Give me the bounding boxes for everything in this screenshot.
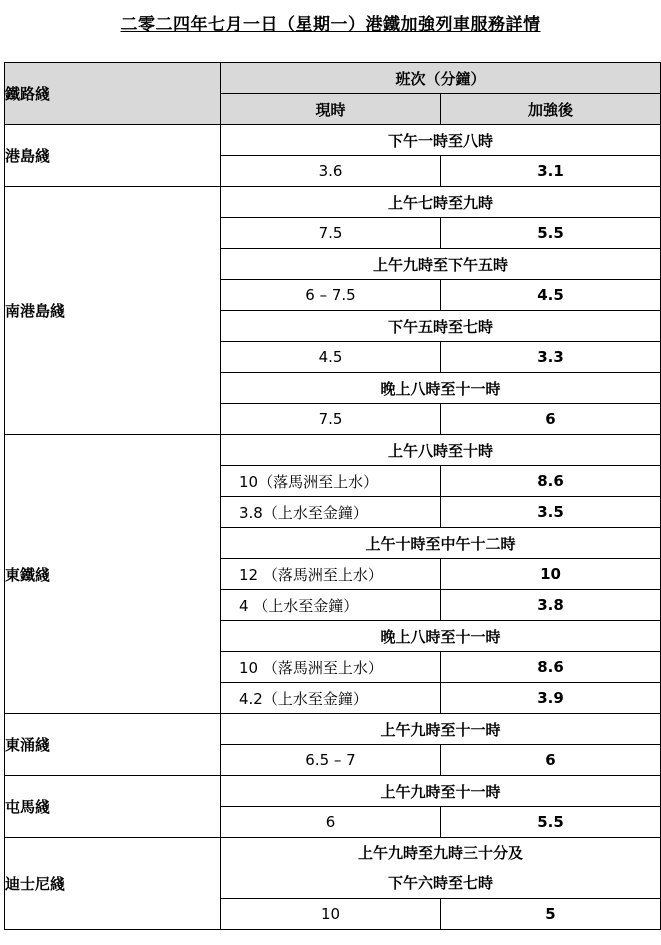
time-period: 上午八時至十時 <box>221 435 661 466</box>
period-row <box>5 838 661 899</box>
current-frequency: 6.5 – 7 <box>221 745 441 776</box>
enhanced-frequency: 3.3 <box>441 342 661 373</box>
enhanced-frequency: 5 <box>441 899 661 930</box>
current-frequency: 4.2（上水至金鐘） <box>221 683 441 714</box>
time-period: 下午五時至七時 <box>221 311 661 342</box>
current-column-header: 現時 <box>221 94 441 125</box>
line-name: 東鐵綫 <box>5 435 221 714</box>
enhanced-frequency: 6 <box>441 745 661 776</box>
time-period: 上午九時至十一時 <box>221 776 661 807</box>
line-name: 屯馬綫 <box>5 776 221 838</box>
current-frequency: 3.6 <box>221 156 441 187</box>
enhanced-frequency: 3.1 <box>441 156 661 187</box>
time-period: 下午一時至八時 <box>221 125 661 156</box>
current-frequency: 10（落馬洲至上水） <box>221 466 441 497</box>
period-row <box>5 125 661 156</box>
enhanced-frequency: 3.8 <box>441 590 661 621</box>
current-frequency: 7.5 <box>221 404 441 435</box>
current-frequency: 4 （上水至金鐘） <box>221 590 441 621</box>
enhanced-frequency: 4.5 <box>441 280 661 311</box>
page-title: 二零二四年七月一日（星期一）港鐵加強列車服務詳情 <box>120 15 541 35</box>
time-period: 晚上八時至十一時 <box>221 373 661 404</box>
time-period: 上午九時至十一時 <box>221 714 661 745</box>
enhanced-frequency: 8.6 <box>441 466 661 497</box>
enhanced-frequency: 5.5 <box>441 807 661 838</box>
period-row <box>5 187 661 218</box>
time-period: 上午九時至下午五時 <box>221 249 661 280</box>
line-column-header: 鐵路綫 <box>5 63 221 125</box>
period-row <box>5 714 661 745</box>
current-frequency: 6 – 7.5 <box>221 280 441 311</box>
line-name: 迪士尼綫 <box>5 838 221 930</box>
current-frequency: 12 （落馬洲至上水） <box>221 559 441 590</box>
current-frequency: 6 <box>221 807 441 838</box>
frequency-column-header: 班次（分鐘） <box>221 63 661 94</box>
header-row <box>5 63 661 94</box>
enhanced-column-header: 加強後 <box>441 94 661 125</box>
current-frequency: 10 <box>221 899 441 930</box>
current-frequency: 3.8（上水至金鐘） <box>221 497 441 528</box>
enhanced-frequency: 3.5 <box>441 497 661 528</box>
enhanced-frequency: 8.6 <box>441 652 661 683</box>
period-row <box>5 435 661 466</box>
time-period: 上午十時至中午十二時 <box>221 528 661 559</box>
current-frequency: 4.5 <box>221 342 441 373</box>
enhanced-frequency: 5.5 <box>441 218 661 249</box>
line-name: 東涌綫 <box>5 714 221 776</box>
time-period: 晚上八時至十一時 <box>221 621 661 652</box>
time-period: 上午七時至九時 <box>221 187 661 218</box>
current-frequency: 7.5 <box>221 218 441 249</box>
enhanced-frequency: 3.9 <box>441 683 661 714</box>
service-table <box>4 62 661 930</box>
current-frequency: 10 （落馬洲至上水） <box>221 652 441 683</box>
enhanced-frequency: 10 <box>441 559 661 590</box>
enhanced-frequency: 6 <box>441 404 661 435</box>
line-name: 港島綫 <box>5 125 221 187</box>
period-row <box>5 776 661 807</box>
line-name: 南港島綫 <box>5 187 221 435</box>
time-period: 上午九時至九時三十分及 下午六時至七時 <box>221 838 661 899</box>
